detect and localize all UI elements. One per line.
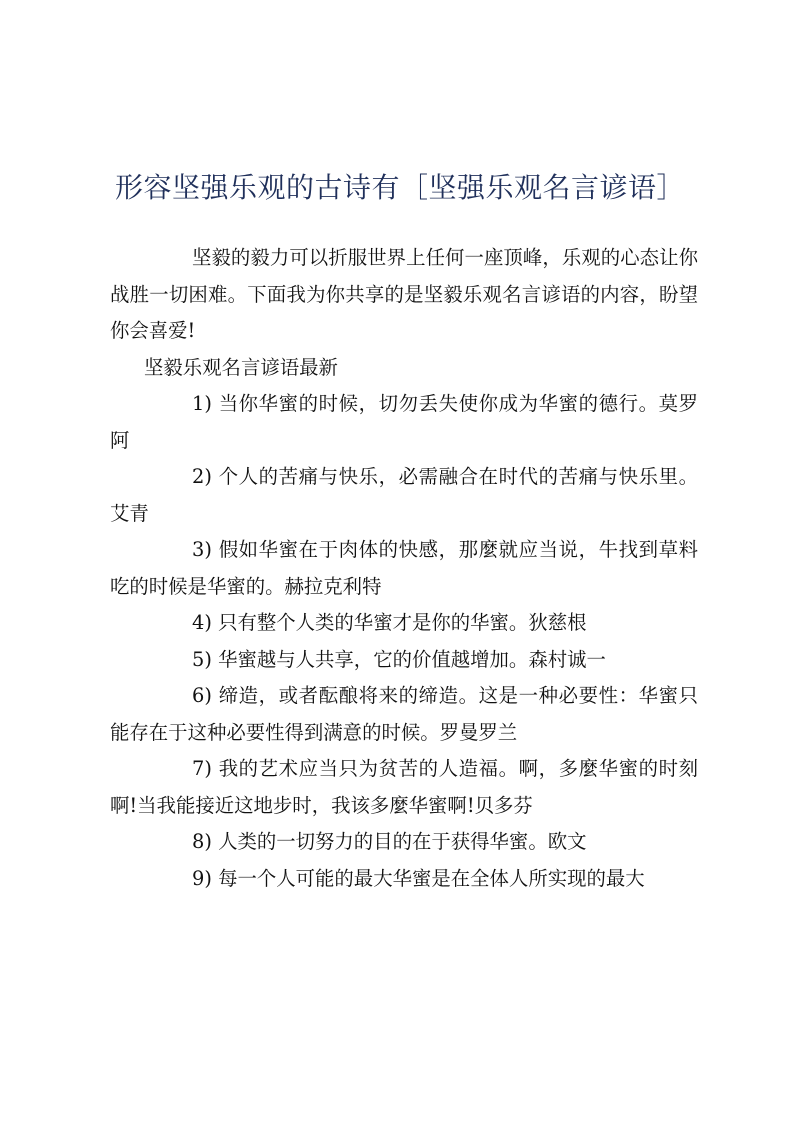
list-item [110,605,698,642]
list-item-text: 缔造，或者酝酿将来的缔造。这是一种必要性：华蜜只能存在于这种必要性得到满意的时候。罗曼罗兰 [110,684,699,744]
list-item-text: 个人的苦痛与快乐，必需融合在时代的苦痛与快乐里。艾青 [110,465,699,525]
list-item-number: 8) [192,830,212,853]
list-item-number: 3) [192,538,212,561]
list-item [110,678,698,751]
list-item-number: 7) [192,757,212,780]
list-item [110,386,698,459]
list-item-number: 1) [192,392,212,415]
list-item-number: 5) [192,647,212,671]
list-item-text: 华蜜越与人共享，它的价值越增加。森村诚一 [218,647,606,671]
page-title: 形容坚强乐观的古诗有［坚强乐观名言谚语］ [114,171,685,204]
list-item [110,751,698,824]
intro-paragraph: 坚毅的毅力可以折服世界上任何一座顶峰，乐观的心态让你战胜一切困难。下面我为你共享的是坚毅乐观名言谚语的内容，盼望你会喜爱! [110,246,698,342]
list-item-number: 9) [192,866,212,890]
list-item-text: 我的艺术应当只为贫苦的人造福。啊，多麼华蜜的时刻啊!当我能接近这地步时，我该多麼华蜜啊!贝多芬 [110,757,699,817]
list-item [110,642,698,679]
list-item [110,824,698,861]
list-item-text: 人类的一切努力的目的在于获得华蜜。欧文 [218,830,587,853]
list-item [110,459,698,532]
list-item-text: 每一个人可能的最大华蜜是在全体人所实现的最大 [218,866,645,890]
list-item-text: 只有整个人类的华蜜才是你的华蜜。狄慈根 [218,611,587,634]
list-item-text: 当你华蜜的时候，切勿丢失使你成为华蜜的德行。莫罗阿 [110,392,699,452]
document-body [110,240,698,897]
list-item-number: 6) [192,684,212,707]
list-item [110,532,698,605]
list-item [110,861,698,898]
list-item-text: 假如华蜜在于肉体的快感，那麼就应当说，牛找到草料吃的时候是华蜜的。赫拉克利特 [110,538,699,598]
list-item-number: 4) [192,611,212,634]
list-item-number: 2) [192,465,212,488]
section-subheading: 坚毅乐观名言谚语最新 [144,355,338,379]
